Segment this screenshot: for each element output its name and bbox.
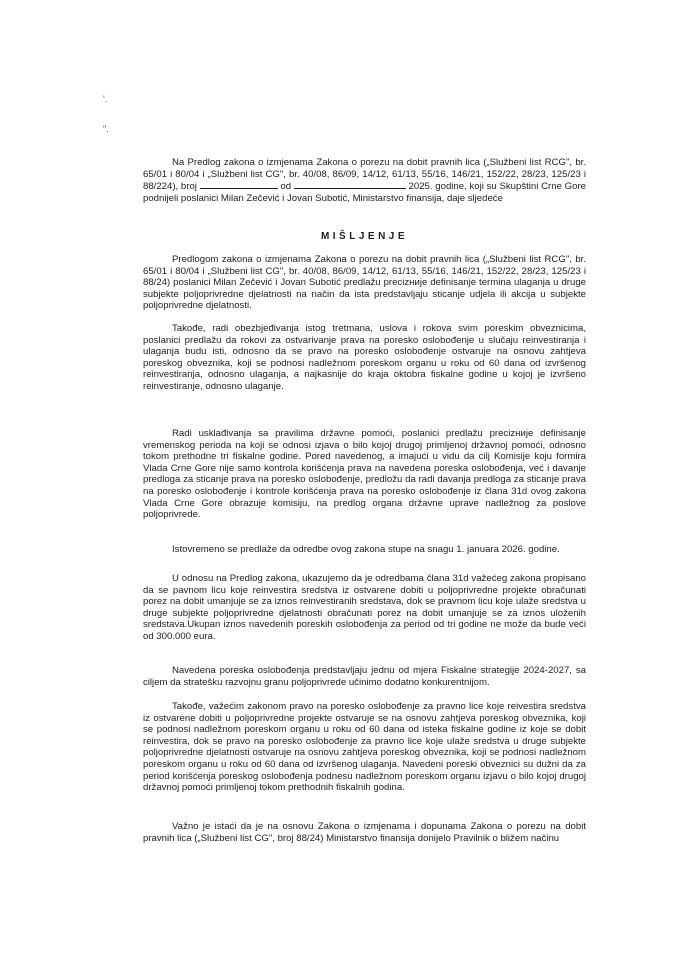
scan-mark-second: ". (103, 124, 109, 134)
paragraph-1: Predlogom zakona o izmjenama Zakona o porezu na dobit pravnih lica („Službeni list RCG", br. 65/01 i 80/04 i „Službeni list CG", br. 40/08, 86/09, 14/12, 61/13, 55/16, 146/21, 152/22, 28/23, 125/23 i 88/24) poslanici Milan Zečević i Jovan Subotić predlažu precizније definisanje termina ulaganja u druge subjekte poljoprivredne djelatnosti na način da ista predstavljaju sticanje udjela ili akcija u subjekte poljoprivredne djelatnosti. (143, 254, 586, 312)
intro-text-1: Na Predlog zakona o izmjenama Zakona o porezu na dobit pravnih lica („Službeni list RCG", br. 65/01 i 80/04 i „Službeni list CG", br. 40/08, 86/09, 14/12, 61/13, 55/16, 146/21, 152/22, 28/23, 125/23 i 88/224), broj (143, 157, 586, 193)
intro-text-2: od (280, 181, 292, 193)
paragraph-7: Takođe, važećim zakonom pravo na poresko oslobođenje za pravno lice koje reivestira sredstva iz ostvarene dobiti u poljoprivredne projekte ostvaruje se na osnovu zahtjeva poreskog obveznika, koji se podnosi nadležnom poreskom organu u roku od 60 dana od isteka fiskalne godine iz koje se dobit reinvestira, dok se pravo na poresko oslobođenje za pravno lice koje ulaže sredstva u druge subjekte poljoprivredne djelatnosti ostvaruje na osnovu zahtjeva poreskog obveznika, koji se podnosi nadležnom poreskom organu u roku od 60 dana od izvršenog ulaganja. Navedeni poreski obveznici su dužni da za period korišćenja poreskog oslobođenja podnesu nadležnom poreskom organu izjavu o bilo kojoj drugoj državnoj pomoći primljenoj tokom prethodnih fiskalnih godina. (143, 701, 586, 794)
paragraph-4: Istovremeno se predlaže da odredbe ovog zakona stupe na snagu 1. januara 2026. godine. (172, 544, 560, 555)
number-blank-line (200, 180, 278, 189)
intro-paragraph (143, 157, 586, 204)
paragraph-2: Takođe, radi obezbjeđivanja istog tretmana, uslova i rokova svim poreskim obveznicima, poslanici predlažu da rokovi za ostvarivanje prava na poresko oslobođenje u slučaju reinvestiranja i ulaganja budu isti, odnosno da se pravo na poresko oslobođenje ostvaruje na osnovu zahtjeva poreskog obveznika, koji se podnosi nadležnom poreskom organu u roku od 60 dana od izvršenog reinvestiranja, odnosno ulaganja, a najkasnije do kraja oktobra fiskalne godine u kojoj je izvršeno reinvestiranje, odnosno ulaganje. (143, 323, 586, 392)
paragraph-3: Radi usklađivanja sa pravilima državne pomoći, poslanici predlažu precizније definisanje vremenskog perioda na koji se odnosi izjava o bilo kojoj drugoj primljenoj državnoj pomoći, odnosno tokom prethodne tri fiskalne godine. Pored navedenog, a imajući u vidu da cilj Komisije koju formira Vlada Crne Gore nije samo kontrola korišćenja prava na navedena poreska oslobođenja, već i davanje predloga za sticanje prava na poresko oslobođenje, predložu da radi davanja predloga za sticanje prava na poresko oslobođenje i kontrole korišćenja prava na poresko oslobođenje iz člana 31d ovog zakona Vlada Crne Gore obrazuje komisiju, na predlog organa državne uprave nadležnog za poslove poljoprivrede. (143, 428, 586, 521)
document-title: MIŠLJENJE (320, 231, 409, 242)
intro-text-3: 2025. godine, koji su Skupštini Crne Gore podnijeli poslanici Milan Zečević i Jovan Subotić, Ministarstvo finansija, daje sljedeće (143, 181, 586, 204)
date-blank-line (294, 180, 406, 189)
paragraph-8: Važno je istaći da je na osnovu Zakona o izmjenama i dopunama Zakona o porezu na dobit pravnih lica („Službeni list CG", broj 88/24) Ministarstvo finansija donijelo Pravilnik o bližem načinu (143, 821, 586, 844)
scan-mark-top: '. (103, 94, 108, 104)
paragraph-6: Navedena poreska oslobođenja predstavljaju jednu od mjera Fiskalne strategije 2024-2027, sa ciljem da stratešku razvojnu granu poljoprivrede učinimo dodatno konkurentnijom. (143, 665, 586, 688)
paragraph-5: U odnosu na Predlog zakona, ukazujemo da je odredbama člana 31d važećeg zakona propisano da se pavnom licu koje reinvestira sredstva iz ostvarene dobiti u poljoprivredne projekte obračunati porez na dobit umanjuje se za iznos reinvestiranih sredstava, dok se pravnom licu koje ulaže sredstva u druge subjekte poljoprivredne djelatnosti obračunati porez na dobit umanjuje se za iznos uloženih sredstava.Ukupan iznos navedenih poreskih oslobođenja za period od tri godine ne može da bude veći od 300.000 eura. (143, 573, 586, 642)
